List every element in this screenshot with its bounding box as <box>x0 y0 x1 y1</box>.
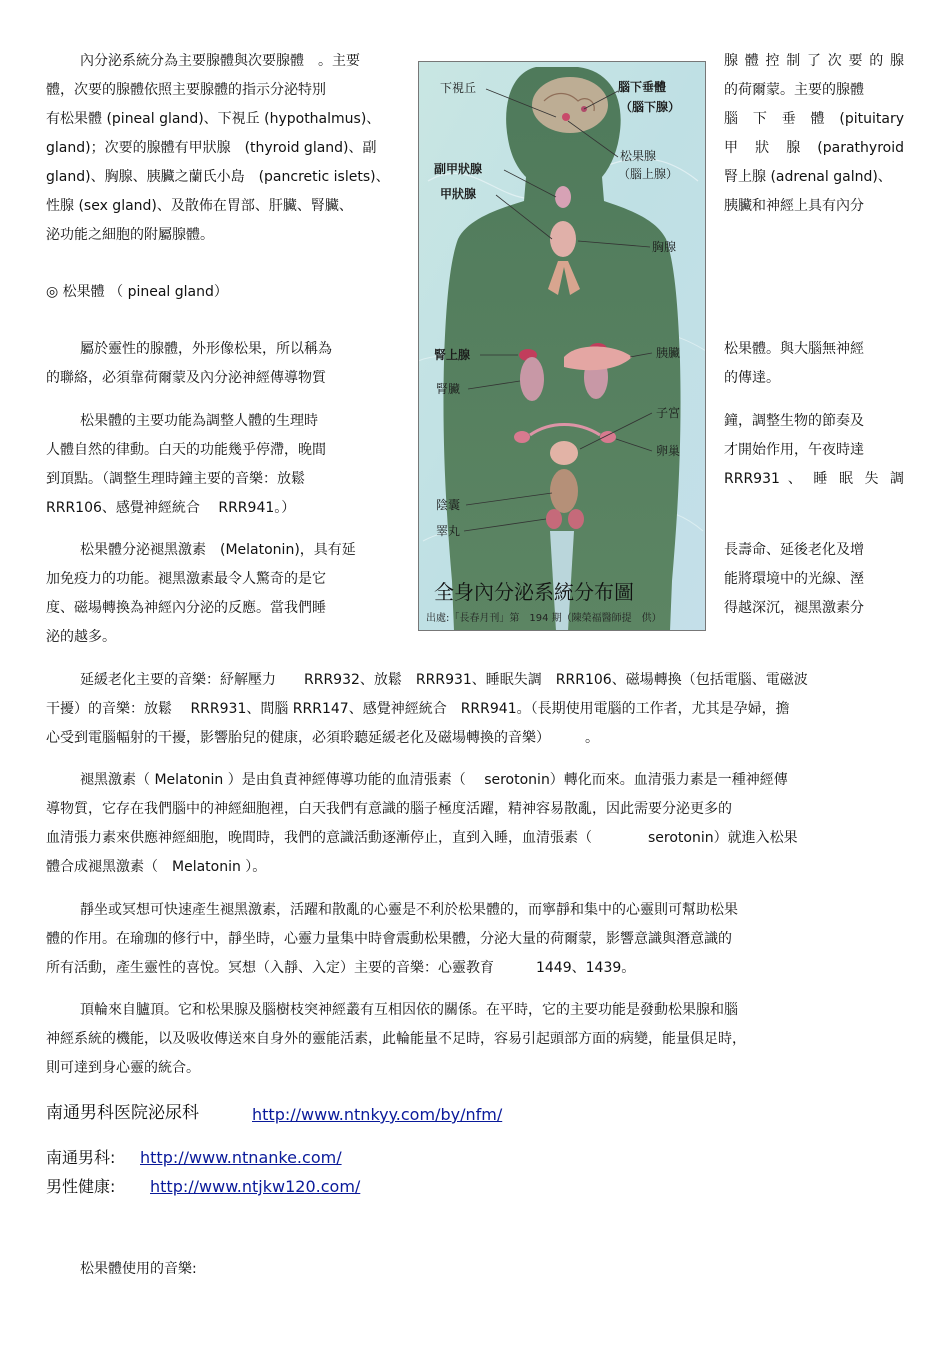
para-melatonin-line: 松果體分泌褪黑激素 (Melatonin)，具有延 <box>80 542 356 558</box>
figure-caption-source: 出處:「長春月刊」第 194 期（陳榮福醫師提 供） <box>426 613 662 624</box>
para-melatonin-right: 能將環境中的光線、溼 <box>724 571 864 587</box>
footer-music-heading: 松果體使用的音樂: <box>80 1261 197 1277</box>
para-melatonin-right: 長壽命、延後老化及增 <box>724 542 864 558</box>
label-testis: 睪丸 <box>436 524 461 538</box>
para-serotonin-line: 導物質，它存在我們腦中的神經細胞裡，白天我們有意識的腦子極度活躍，精神容易散亂，因此需要分泌更多的 <box>46 801 732 817</box>
para-melatonin-line: 泌的越多。 <box>46 629 116 645</box>
para-intro-line: 內分泌系統分為主要腺體與次要腺體 。主要 <box>80 53 360 69</box>
label-kidney: 腎臟 <box>436 382 461 396</box>
endocrine-system-figure <box>418 61 706 631</box>
label-adrenal: 腎上腺 <box>434 348 471 362</box>
para-serotonin-line: 血清張力素來供應神經細胞，晚間時，我們的意識活動逐漸停止，直到入睡，血清張素（ serotonin）就進入松果 <box>46 830 798 846</box>
link-health-url[interactable]: http://www.ntjkw120.com/ <box>150 1177 361 1196</box>
para-meditation-line: 體的作用。在瑜珈的修行中，靜坐時，心靈力量集中時會震動松果體，分泌大量的荷爾蒙，影響意識與潛意識的 <box>46 931 732 947</box>
para-melatonin-right: 得越深沉，褪黑激素分 <box>724 600 864 616</box>
label-hypothalamus: 下視丘 <box>440 81 477 95</box>
brain-shape <box>532 77 608 133</box>
label-pineal: 松果腺 <box>620 149 657 163</box>
label-pituitary-alt: （腦下腺） <box>620 100 681 114</box>
label-scrotum: 陰囊 <box>436 498 461 512</box>
para-meditation-line: 靜坐或冥想可快速產生褪黑激素，活躍和散亂的心靈是不利於松果體的，而寧靜和集中的心靈則可幫助松果 <box>80 902 738 918</box>
label-parathyroid: 副甲狀腺 <box>434 162 483 176</box>
para-intro-line: 有松果體 (pineal gland)、下視丘 (hypothalmus)、 <box>46 111 381 127</box>
para-function-line: 到頂點。（調整生理時鐘主要的音樂：放鬆 <box>46 471 305 487</box>
endocrine-body-illustration <box>418 61 706 631</box>
para-function-right: 才開始作用，午夜時達 <box>724 442 864 458</box>
link-andrology-url[interactable]: http://www.ntnanke.com/ <box>140 1148 342 1167</box>
label-pineal-alt: （腦上腺） <box>618 167 679 181</box>
para-pineal-right: 的傳達。 <box>724 370 780 386</box>
para-intro-line: gland)、胸腺、胰臟之蘭氏小島 (pancretic islets)、 <box>46 169 390 185</box>
para-serotonin-line: 體合成褪黑激素（ Melatonin ）。 <box>46 859 267 875</box>
para-function-right: 鐘，調整生物的節奏及 <box>724 413 864 429</box>
para-anti-aging-line: 干擾）的音樂：放鬆 RRR931、間腦 RRR147、感覺神經統合 RRR941。（長期使用電腦的工作者，尤其是孕婦，擔 <box>46 701 790 717</box>
para-intro-line: 體，次要的腺體依照主要腺體的指示分泌特別 <box>46 82 326 98</box>
figure-caption-title: 全身內分泌系統分布圖 <box>434 580 634 604</box>
para-pineal-right: 松果體。與大腦無神經 <box>724 341 864 357</box>
para-meditation-line: 所有活動，產生靈性的喜悅。冥想（入靜、入定）主要的音樂：心靈教育 1449、1439。 <box>46 960 636 976</box>
para-crown-chakra-line: 神經系統的機能，以及吸收傳送來自身外的靈能活素，此輪能量不足時，容易引起頭部方面的病變，能量俱足時， <box>46 1031 746 1047</box>
link-label-andrology: 南通男科: <box>46 1148 116 1167</box>
para-pineal-line: 的聯絡，必須靠荷爾蒙及內分泌神經傳導物質 <box>46 370 326 386</box>
para-function-line: RRR106、感覺神經統合 RRR941。） <box>46 500 296 516</box>
label-uterus: 子宮 <box>656 406 681 420</box>
link-label-health: 男性健康: <box>46 1177 116 1196</box>
para-anti-aging-line: 延緩老化主要的音樂：紓解壓力 RRR932、放鬆 RRR931、睡眠失調 RRR106、磁場轉換（包括電腦、電磁波 <box>80 672 808 688</box>
para-anti-aging-line: 心受到電腦輻射的干擾，影響胎兒的健康，必須聆聽延緩老化及磁場轉換的音樂） 。 <box>46 730 599 746</box>
para-intro-right: 腺 體 控 制 了 次 要 的 腺 <box>724 53 904 69</box>
para-melatonin-line: 加免疫力的功能。褪黑激素最令人驚奇的是它 <box>46 571 326 587</box>
label-pancreas: 胰臟 <box>656 346 681 360</box>
label-pituitary: 腦下垂體 <box>618 80 667 94</box>
para-crown-chakra-line: 則可達到身心靈的統合。 <box>46 1060 200 1076</box>
para-serotonin-line: 褪黑激素（ Melatonin ）是由負責神經傳導功能的血清張素（ serotonin）轉化而來。血清張力素是一種神經傳 <box>80 772 788 788</box>
para-intro-line: gland)；次要的腺體有甲狀腺 (thyroid gland)、副 <box>46 140 377 156</box>
label-thymus: 胸腺 <box>652 240 677 254</box>
para-intro-right: 甲 狀 腺 (parathyroid <box>724 140 904 156</box>
para-intro-line: 性腺 (sex gland)、及散佈在胃部、肝臟、腎臟、 <box>46 198 353 214</box>
label-thyroid: 甲狀腺 <box>440 187 477 201</box>
para-crown-chakra-line: 頂輪來自臚頂。它和松果腺及腦樹枝突神經叢有互相因依的關係。在平時，它的主要功能是發動松果腺和腦 <box>80 1002 738 1018</box>
para-intro-line: 泌功能之細胞的附屬腺體。 <box>46 227 214 243</box>
para-intro-right: 腎上腺 (adrenal galnd)、 <box>724 169 892 185</box>
section-heading: ◎ 松果體 （ pineal gland） <box>46 284 228 300</box>
para-function-right: RRR931 、 睡 眠 失 調 <box>724 471 904 487</box>
label-ovary: 卵巢 <box>656 444 681 458</box>
link-hospital-url[interactable]: http://www.ntnkyy.com/by/nfm/ <box>252 1105 503 1124</box>
para-function-line: 人體自然的律動。白天的功能幾乎停滯，晚間 <box>46 442 326 458</box>
link-label-hospital: 南通男科医院泌尿科 <box>46 1103 199 1123</box>
para-melatonin-line: 度、磁場轉換為神經內分泌的反應。當我們睡 <box>46 600 326 616</box>
para-function-line: 松果體的主要功能為調整人體的生理時 <box>80 413 318 429</box>
para-intro-right: 的荷爾蒙。主要的腺體 <box>724 82 864 98</box>
para-intro-right: 腦 下 垂 體 (pituitary <box>724 111 904 127</box>
para-pineal-line: 屬於靈性的腺體，外形像松果，所以稱為 <box>80 341 332 357</box>
para-intro-right: 胰臟和神經上具有內分 <box>724 198 864 214</box>
